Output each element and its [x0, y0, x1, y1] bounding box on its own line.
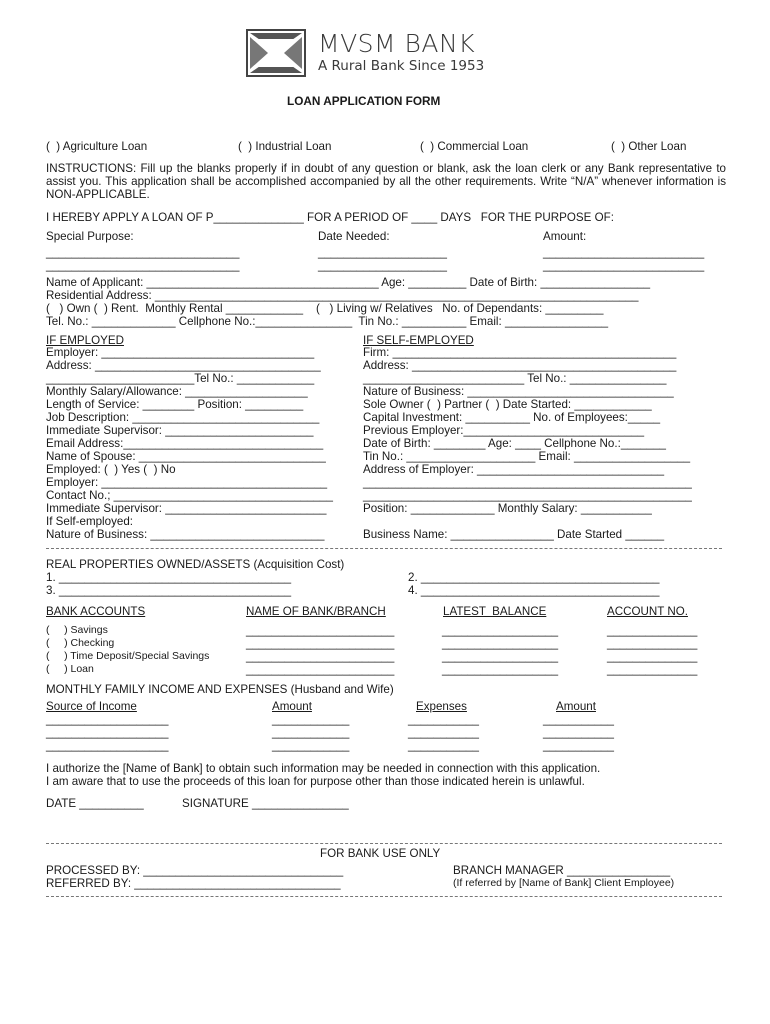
property-item-1[interactable]: 1. ____________________________________	[46, 571, 292, 584]
self-employed-field[interactable]: Tin No.: ____________________ Email: __________________	[363, 450, 691, 463]
processed-by-field[interactable]: PROCESSED BY: _______________________________	[46, 864, 344, 877]
bank-account-type[interactable]: ( ) Savings	[46, 624, 108, 636]
property-item-4[interactable]: 4. _____________________________________	[408, 584, 660, 597]
employed-field[interactable]: Email Address:_______________________________	[46, 437, 324, 450]
bank-branch-header: NAME OF BANK/BRANCH	[246, 605, 386, 618]
self-employed-field[interactable]: Sole Owner ( ) Partner ( ) Date Started: ____________	[363, 398, 652, 411]
amount-blank[interactable]: _________________________	[543, 259, 705, 272]
self-employed-field[interactable]: Nature of Business: ________________________________	[363, 385, 674, 398]
employed-field[interactable]: _______________________Tel No.: ____________	[46, 372, 315, 385]
mvsm-bank-logo	[246, 29, 306, 77]
instructions-text: INSTRUCTIONS: Fill up the blanks properly if in doubt of any question or blank, ask the loan clerk or any Bank representative to assist you. This application shall be accomplished accompanied by all the other requirements. Write “N/A” whenever information is NON-APPLICABLE.	[46, 162, 726, 201]
income-blank[interactable]: ___________________	[46, 726, 169, 739]
bank-account-type[interactable]: ( ) Checking	[46, 637, 115, 649]
section-divider	[46, 896, 722, 897]
employed-field[interactable]: Monthly Salary/Allowance: ___________________	[46, 385, 308, 398]
employed-field[interactable]: Employer: ___________________________________	[46, 476, 328, 489]
bank-branch-blank[interactable]: _______________________	[246, 650, 395, 663]
properties-heading: REAL PROPERTIES OWNED/ASSETS (Acquisition Cost)	[46, 558, 345, 571]
employed-field[interactable]: Immediate Supervisor: _______________________	[46, 424, 314, 437]
employed-field[interactable]: Length of Service: ________ Position: _________	[46, 398, 304, 411]
income-amount-header: Amount	[272, 700, 312, 713]
expenses-header: Expenses	[416, 700, 467, 713]
loan-type-industrial[interactable]: ( ) Industrial Loan	[238, 140, 332, 153]
source-of-income-header: Source of Income	[46, 700, 137, 713]
account-no-header: ACCOUNT NO.	[607, 605, 688, 618]
employed-field[interactable]: Job Description: _____________________________	[46, 411, 320, 424]
bank-name: MVSM BANK	[318, 29, 476, 58]
employed-field[interactable]: Address: ___________________________________	[46, 359, 321, 372]
employed-field[interactable]: Name of Spouse: _____________________________	[46, 450, 326, 463]
branch-manager-field[interactable]: BRANCH MANAGER ________________	[453, 864, 671, 877]
employed-field[interactable]: Employed: ( ) Yes ( ) No	[46, 463, 176, 476]
special-purpose-blank[interactable]: ______________________________	[46, 259, 240, 272]
bank-account-type[interactable]: ( ) Time Deposit/Special Savings	[46, 650, 210, 662]
employed-field[interactable]: Contact No.; __________________________________	[46, 489, 333, 502]
income-blank[interactable]: ___________	[543, 739, 614, 752]
self-employed-field[interactable]: Firm: ____________________________________________	[363, 346, 677, 359]
section-divider	[46, 843, 722, 844]
residential-address-line[interactable]: Residential Address: ___________________________________________________________________________	[46, 289, 639, 302]
income-blank[interactable]: ___________	[408, 713, 479, 726]
self-employed-field[interactable]: Address of Employer: _____________________________	[363, 463, 665, 476]
self-employed-field[interactable]: Position: _____________ Monthly Salary: ___________	[363, 502, 652, 515]
referred-by-field[interactable]: REFERRED BY: ________________________________	[46, 877, 341, 890]
referral-note: (If referred by [Name of Bank] Client Employee)	[453, 877, 675, 889]
property-item-3[interactable]: 3. ____________________________________	[46, 584, 292, 597]
bank-branch-blank[interactable]: _______________________	[246, 637, 395, 650]
income-blank[interactable]: ____________	[272, 713, 350, 726]
account-no-blank[interactable]: ______________	[607, 650, 698, 663]
account-no-blank[interactable]: ______________	[607, 663, 698, 676]
employed-label: If Self-employed:	[46, 515, 133, 528]
self-employed-field[interactable]: _________________________ Tel No.: _______________	[363, 372, 667, 385]
employed-field[interactable]: Immediate Supervisor: _________________________	[46, 502, 327, 515]
income-heading: MONTHLY FAMILY INCOME AND EXPENSES (Husband and Wife)	[46, 683, 394, 696]
self-employed-field[interactable]: Address: _________________________________________	[363, 359, 677, 372]
latest-balance-header: LATEST BALANCE	[443, 605, 547, 618]
self-employed-field[interactable]: Capital Investment: __________ No. of Employees:_____	[363, 411, 661, 424]
income-blank[interactable]: ___________	[408, 739, 479, 752]
date-needed-blank[interactable]: ____________________	[318, 259, 447, 272]
self-employed-heading: IF SELF-EMPLOYED	[363, 334, 474, 347]
self-employed-field[interactable]: Date of Birth: ________ Age: ____ Cellphone No.:_______	[363, 437, 666, 450]
loan-type-other[interactable]: ( ) Other Loan	[611, 140, 687, 153]
account-no-blank[interactable]: ______________	[607, 637, 698, 650]
bank-branch-blank[interactable]: _______________________	[246, 663, 395, 676]
bank-tagline: A Rural Bank Since 1953	[318, 58, 485, 74]
property-item-2[interactable]: 2. _____________________________________	[408, 571, 660, 584]
bank-use-heading: FOR BANK USE ONLY	[320, 847, 441, 860]
balance-blank[interactable]: __________________	[442, 650, 559, 663]
signature-field[interactable]: SIGNATURE _______________	[182, 797, 349, 810]
bank-branch-blank[interactable]: _______________________	[246, 624, 395, 637]
loan-type-agriculture[interactable]: ( ) Agriculture Loan	[46, 140, 148, 153]
income-blank[interactable]: ____________	[272, 726, 350, 739]
balance-blank[interactable]: __________________	[442, 624, 559, 637]
bank-account-type[interactable]: ( ) Loan	[46, 663, 94, 675]
special-purpose-blank[interactable]: ______________________________	[46, 246, 240, 259]
employed-field[interactable]: Employer: _________________________________	[46, 346, 315, 359]
balance-blank[interactable]: __________________	[442, 663, 559, 676]
balance-blank[interactable]: __________________	[442, 637, 559, 650]
authorization-line-1: I authorize the [Name of Bank] to obtain such information may be needed in connection with this application.	[46, 762, 601, 775]
section-divider	[46, 548, 722, 549]
income-blank[interactable]: ___________	[543, 713, 614, 726]
bank-accounts-header: BANK ACCOUNTS	[46, 605, 146, 618]
form-title: LOAN APPLICATION FORM	[287, 94, 441, 108]
amount-label: Amount:	[543, 230, 587, 243]
special-purpose-label: Special Purpose:	[46, 230, 134, 243]
authorization-line-2: I am aware that to use the proceeds of this loan for purpose other than those indicated herein is unlawful.	[46, 775, 585, 788]
self-employed-field[interactable]: Previous Employer:____________________________	[363, 424, 645, 437]
self-employed-field[interactable]: Business Name: ________________ Date Started ______	[363, 528, 665, 541]
residence-status-line[interactable]: ( ) Own ( ) Rent. Monthly Rental ____________ ( ) Living w/ Relatives No. of Dependants: _________	[46, 302, 604, 315]
apply-line[interactable]: I HEREBY APPLY A LOAN OF P______________ FOR A PERIOD OF ____ DAYS FOR THE PURPOSE OF:	[46, 211, 614, 224]
applicant-name-line[interactable]: Name of Applicant: ____________________________________ Age: _________ Date of Birth: _________________	[46, 276, 651, 289]
employed-field[interactable]: Nature of Business: ___________________________	[46, 528, 325, 541]
expenses-amount-header: Amount	[556, 700, 596, 713]
account-no-blank[interactable]: ______________	[607, 624, 698, 637]
contact-line[interactable]: Tel. No.: _____________ Cellphone No.:_______________ Tin No.: __________ Email: ________________	[46, 315, 609, 328]
amount-blank[interactable]: _________________________	[543, 246, 705, 259]
income-blank[interactable]: ___________________	[46, 739, 169, 752]
date-field[interactable]: DATE __________	[46, 797, 144, 810]
self-employed-field[interactable]: ___________________________________________________	[363, 489, 692, 502]
income-blank[interactable]: ____________	[272, 739, 350, 752]
income-blank[interactable]: ___________________	[46, 713, 169, 726]
income-blank[interactable]: ___________	[408, 726, 479, 739]
date-needed-label: Date Needed:	[318, 230, 390, 243]
income-blank[interactable]: ___________	[543, 726, 614, 739]
loan-type-commercial[interactable]: ( ) Commercial Loan	[420, 140, 529, 153]
date-needed-blank[interactable]: ____________________	[318, 246, 447, 259]
employed-heading: IF EMPLOYED	[46, 334, 124, 347]
self-employed-field[interactable]: ___________________________________________________	[363, 476, 692, 489]
